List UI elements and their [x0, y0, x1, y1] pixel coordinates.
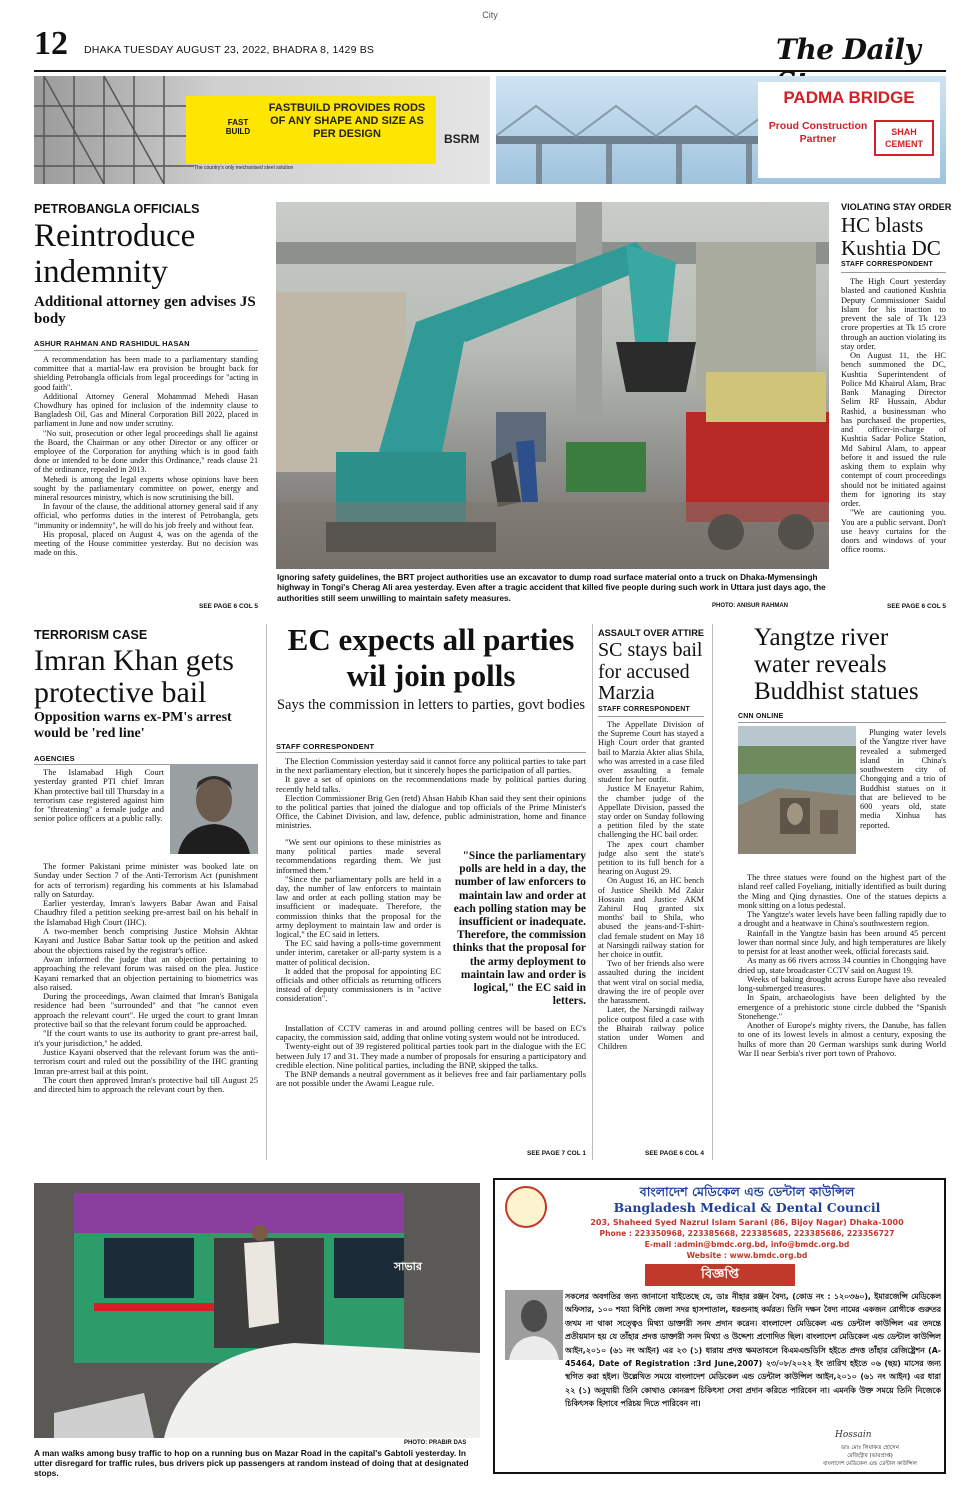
ec-rule [276, 752, 586, 753]
statues-scene [738, 726, 856, 854]
paragraph: The EC said having a polls-time government under interim, caretaker or all-party system is a matter of political decision. [276, 938, 441, 967]
shah-cement-logo: SHAH CEMENT [874, 120, 934, 156]
ec-byline: STAFF CORRESPONDENT [276, 742, 375, 751]
paragraph: Awan informed the judge that an objection pertaining to approaching the relevant forum was raised on the plea. Justice Kayani remarked that an objection pertaining to biometrics was also raised. [34, 953, 258, 992]
fastbuild-brand: FAST BUILD [225, 118, 251, 136]
padma-bridge-ad[interactable] [496, 76, 946, 184]
indemnity-rule [34, 350, 258, 351]
buddhist-statues-photo [738, 726, 856, 854]
yangtze-body [738, 873, 946, 1158]
paragraph: The Election Commission yesterday said it cannot force any political parties to take part in the next parliamentary election, but it sincerely hopes the participation of all parties. [276, 757, 586, 776]
bmdc-address: 203, Shaheed Syed Nazrul Islam Sarani (86, Bijoy Nagar) Dhaka-1000 [590, 1218, 904, 1227]
ec-pullquote: "Since the parliamentary polls are held in a day, the number of law enforcers to maintain law and order at each polling station may be insufficient or inadequate. Therefore, the commission thinks that the proposal for the army deployment to maintain law and order is logical," the EC said in letters. [452, 850, 586, 1008]
ec-subhead: Says the commission in letters to parties, govt bodies [276, 697, 586, 713]
bmdc-website: Website : www.bmdc.org.bd [686, 1251, 808, 1260]
imran-body-top [34, 768, 164, 862]
bridge-graphic [496, 76, 796, 184]
paragraph: A recommendation has been made to a parliamentary standing committee that a martial-law era provision be brought back for shielding Petrobangla officials from legal proceedings for "acting in good faith". [34, 355, 258, 392]
paragraph: On August 11, the HC bench summoned the DC, Kushtia Superintendent of Police Md Khairul Alam, Brac Bank Managing Director Selim RF Hussain, Abdur Rashid, a businessman who has purchased the properties, and officer-in-charge of Kushtia Sadar Police Station, Md Sabirul Alam, to appear before it and issued the rule asking them to explain why contempt of court proceedings should not be initiated against them for ignoring its stay order. [841, 351, 946, 508]
column-divider [712, 624, 713, 1160]
yangtze-headline: Yangtze river water reveals Buddhist statues [754, 624, 919, 705]
marzia-rule [598, 716, 704, 717]
indemnity-subhead: Additional attorney gen advises JS body [34, 294, 256, 327]
doctor-photo [505, 1290, 563, 1360]
bsrm-tagline: The country's only mechanised steel solution [194, 165, 294, 171]
masthead-rule [34, 70, 946, 72]
excavator-photo [276, 202, 829, 569]
portrait-graphic [170, 764, 258, 854]
column-divider [266, 624, 267, 1160]
paragraph: The BNP demands a neutral government as it believes free and fair parliamentary polls are not possible under the Awami League rule. [276, 1069, 586, 1089]
paragraph: The Appellate Division of the Supreme Court has stayed a High Court order that granted bail to Marzia Akter alias Shila, who was arrested in a case filed over assaulting a female student for her outfit. [598, 720, 704, 785]
indemnity-headline: Reintroduce indemnity [34, 218, 196, 290]
indemnity-see-page[interactable]: SEE PAGE 6 COL 5 [198, 603, 258, 610]
page-number: 12 [34, 25, 68, 62]
paragraph: The Yangtze's water levels have been falling rapidly due to a drought and a heatwave in China's southwestern region. [738, 910, 946, 929]
paragraph: The former Pakistani prime minister was booked late on Sunday under Section 7 of the Anti-Terrorism Act (punishment for acts of terrorism) regarding his comments at his Islamabad rally on Saturday. [34, 862, 258, 899]
kushtia-byline: STAFF CORRESPONDENT [841, 261, 933, 268]
main-photo-credit: PHOTO: ANISUR RAHMAN [712, 603, 788, 609]
signature: Hossain [835, 1430, 872, 1440]
paragraph: The apex court chamber judge also sent the state's petition to its full bench for a hearing on August 29. [598, 839, 704, 877]
paragraph: "No suit, prosecution or other legal proceedings shall lie against the Board, the Chairman or any other Director or any officer or employee of the Corporation for anything which is in good faith done or intended to be done under this Ordinance," reads clause 21 of the ordinance, repealed in 2013. [34, 428, 258, 475]
bsrm-company: BSRM [444, 132, 480, 146]
bmdc-title-bn: বাংলাদেশ মেডিকেল এন্ড ডেন্টাল কাউন্সিল [639, 1184, 855, 1199]
paragraph: Two of her friends also were assaulted during the incident that went viral on social media, drawing the ire of people over the harassment. [598, 959, 704, 1006]
bmdc-phone: Phone : 223350968, 223385668, 223385685, 223385686, 223356727 [599, 1229, 895, 1238]
indemnity-body [34, 355, 258, 605]
marzia-body [598, 720, 704, 1148]
bsrm-headline: FASTBUILD PROVIDES RODS OF ANY SHAPE AND SIZE AS PER DESIGN [268, 102, 426, 140]
imran-khan-photo [170, 764, 258, 854]
bus-photo-caption: A man walks among busy traffic to hop on a running bus on Mazar Road in the capital's Gabtoli yesterday. In utter disregard for traffic rules, bus drivers pick up passengers at random instead of doing that at designated stops. [34, 1448, 469, 1479]
paragraph: Plunging water levels of the Yangtze river have revealed a submerged island in China's southwestern city of Chongqing and a trio of Buddhist statues on it that are believed to be 600 years old, state media Xinhua has reported. [860, 728, 946, 830]
newspaper-logo: The Daily [776, 33, 921, 66]
notice-text: সকলের অবগতির জন্য জানানো যাইতেছে যে, ডাঃ নীহার রঞ্জন বৈদ্য, (কোড নং : ১২০৩৬০), ইমারজেন্সি মেডিকেল অফিসার, ১০০ শয্যা বিশিষ্ট জেলা সদর হাসপাতাল, ধরগুনাহ কর্মরত। তিনি দক্ষন বৈদ্য নামের একজন রোগীকে গুরুতর জখম না থাকা সত্ত্বেও মিথ্যা ডাক্তারী সনদ প্রদান করেন। বাংলাদেশ মেডিকেল এন্ড ডেন্টাল কাউন্সিল এর তদন্তে প্রতীয়মান হয় যে তাঁহার প্রদত্ত ডাক্তারী সনদ মিথ্যা ও উদ্দেশ্য প্রণোদিত ছিল। বাংলাদেশ মেডিকেল এন্ড ডেন্টাল কাউন্সিল আইন,২০১০ (৬১ নং আইন) এর ২৩ (১) ধারায় প্রদত্ত ক্ষমতাবলে বিএমএন্ডডিসি হইতে প্রদত্ত তাঁহার রেজিষ্ট্রেশন (A-45464, Date of Registration :3rd June,2007) ২৩/০৮/২০২২ ইং তারিখ হইতে ০৬ (ছয়) মাসের জন্য স্থগিত করা হইল। উল্লেখিত সময়ে বাংলাদেশ মেডিকেল এন্ড ডেন্টাল কাউন্সিল আইন,২০১০ (৬১ নং আইন) এর ধারা ২২ (১) অনুযায়ী তিনি কোথাও কোনরূপ চিকিৎসা সেবা প্রদান করিতে পারিবেন না। এমনকি উক্ত সময়ে তিনি নিজেকে চিকিৎসক হিসাবে পরিচয় দিতে পারিবেন না। [565, 1292, 941, 1409]
paragraph: "If the court wants to use its authority to grant pre-arrest bail, it's your jurisdiction," he added. [34, 1028, 258, 1048]
kushtia-kicker: VIOLATING STAY ORDER [841, 202, 952, 212]
ec-see-page[interactable]: SEE PAGE 7 COL 1 [526, 1150, 586, 1157]
kushtia-rule [841, 272, 946, 273]
yangtze-rule [738, 722, 946, 723]
imran-kicker: TERRORISM CASE [34, 628, 148, 642]
paragraph: In Spain, archaeologists have been delighted by the emergence of a prehistoric stone circle dubbed the "Spanish Stonehenge." [738, 993, 946, 1021]
paragraph: Rainfall in the Yangtze basin has been around 45 percent lower than normal since July, and high temperatures are likely to persist for at least another week, official forecasts said. [738, 928, 946, 956]
marzia-byline: STAFF CORRESPONDENT [598, 706, 690, 713]
marzia-headline: SC stays bail for accused Marzia [598, 639, 703, 704]
paragraph: Another of Europe's mighty rivers, the Danube, has fallen to one of its lowest levels in almost a century, exposing the hulks of more than 20 German warships sunk during World War II near Serbia's river port town of Prahovo. [738, 1021, 946, 1058]
signatory-org: বাংলাদেশ মেডিকেল এন্ড ডেন্টাল কাউন্সিল [823, 1461, 917, 1467]
bsrm-ad[interactable] [34, 76, 490, 184]
paragraph: Twenty-eight out of 39 registered political parties took part in the dialogue with the EC between July 17 and 31. They made a number of proposals for ensuring a participatory and credible election. Nine political parties, including the BNP, skipped the talks. [276, 1041, 586, 1070]
paragraph: It gave a set of opinions on the recommendations made by political parties during recently held talks. [276, 774, 586, 794]
paragraph: Weeks of baking drought across Europe have also revealed long-submerged treasures. [738, 974, 946, 993]
column-divider [592, 624, 593, 1160]
paragraph: A two-member bench comprising Justice Mohsin Akhtar Kayani and Justice Babar Sattar took up the petition and asked about the objections raised by the registrar's office. [34, 926, 258, 955]
kushtia-body [841, 277, 946, 599]
imran-headline: Imran Khan gets protective bail [34, 644, 234, 709]
bmdc-title-en: Bangladesh Medical & Dental Council [613, 1200, 881, 1215]
paragraph: It added that the proposal for appointing EC officials and other officials as returning officers instead of deputy commissioners is in "active consideration". [276, 965, 441, 1004]
section-label: City [482, 10, 498, 20]
marzia-see-page[interactable]: SEE PAGE 6 COL 4 [644, 1150, 704, 1157]
ec-headline: EC expects all parties wil join polls [287, 622, 575, 693]
doctor-portrait [505, 1290, 563, 1360]
signatory-title: রেজিস্ট্রার (ভারপ্রাপ্ত) [847, 1453, 893, 1459]
imran-body [34, 862, 258, 1162]
paragraph: Election Commissioner Brig Gen (retd) Ahsan Habib Khan said they sent their opinions to the political parties that joined the dialogue and top officials of the Prime Minister's Office, the Cabinet Division, and law, defence, public administration, home and finance ministries. [276, 792, 586, 831]
bus-photo [34, 1183, 480, 1438]
ec-body-top [276, 757, 586, 838]
indemnity-byline: ASHUR RAHMAN AND RASHIDUL HASAN [34, 339, 190, 348]
dateline: DHAKA TUESDAY AUGUST 23, 2022, BHADRA 8, 1429 BS [84, 44, 375, 56]
notice-title: বিজ্ঞপ্তি [645, 1264, 795, 1286]
main-photo-caption: Ignoring safety guidelines, the BRT project authorities use an excavator to dump road surface material onto a truck on Dhaka-Mymensingh highway in Tongi's Cherag Ali area yesterday. Even after a tragic accident that killed five people during such work in Uttara just days ago, the authorities still seem unwilling to maintain safety measures. [277, 573, 826, 603]
yangtze-byline: CNN ONLINE [738, 713, 784, 720]
paragraph: The court then approved Imran's protective bail till August 25 and directed him to approach the relevant court by then. [34, 1074, 258, 1095]
imran-subhead: Opposition warns ex-PM's arrest would be 'red line' [34, 710, 232, 741]
padma-headline: PADMA BRIDGE [783, 88, 915, 107]
paragraph: In favour of the clause, the additional attorney general said if any official, who performs duties in the interest of Petrobangla, gets "immunity or indemnity", he will do his job freely and without fear. [34, 502, 258, 530]
paragraph: Additional Attorney General Mohammad Mehedi Hasan Chowdhury has opined for inclusion of the indemnity clause to Bangladesh Oil, Gas and Mineral Corporation Bill 2022, placed in parliament in June and now under scrutiny. [34, 391, 258, 429]
ec-body-mid [276, 838, 441, 1022]
padma-sub: Proud Construction Partner [768, 120, 868, 145]
paragraph: Justice Kayani observed that the relevant forum was the anti-terrorism court and ruled out the possibility of the IHC granting Imran pre-arrest bail at this point. [34, 1046, 258, 1076]
indemnity-kicker: PETROBANGLA OFFICIALS [34, 202, 200, 216]
paragraph: As many as 66 rivers across 34 counties in Chongqing have dried up, state broadcaster CCTV said on August 19. [738, 956, 946, 975]
marzia-kicker: ASSAULT OVER ATTIRE [598, 628, 704, 638]
yangtze-body-top [860, 728, 946, 872]
paragraph: Justice M Enayetur Rahim, the chamber judge of the Appellate Division, passed the stay order on Sunday following a petition filed by the state challenging the HC bail order. [598, 784, 704, 840]
paragraph: The High Court yesterday blasted and cautioned Kushtia Deputy Commissioner Saidul Islam for his inaction to prevent the sale of Tk 123 crore properties at Tk 15 crore through an auction violating its stay order. [841, 277, 946, 351]
bmdc-seal-icon [505, 1186, 547, 1228]
kushtia-see-page[interactable]: SEE PAGE 6 COL 5 [886, 603, 946, 610]
paragraph: "We sent our opinions to these ministries as many political parties made several recommendations regarding them. We just informed them." [276, 838, 441, 875]
paragraph: The Islamabad High Court yesterday granted PTI chief Imran Khan protective bail till Thursday in a terrorism case registered against him for "threatening" a female judge and senior police officers at a public rally. [34, 768, 164, 824]
signatory-block [795, 1444, 945, 1468]
paragraph: "We are cautioning you. You are a public servant. Don't use heavy curtains for the doors and windows of your office rooms. [841, 508, 946, 555]
paragraph: His proposal, placed on August 4, was on the agenda of the meeting of the House committee yesterday. But no decision was made on this. [34, 529, 258, 558]
bmdc-email: E-mail :admin@bmdc.org.bd, info@bmdc.org.bd [644, 1240, 850, 1249]
bus-scene [34, 1183, 480, 1438]
excavator-scene [276, 202, 829, 569]
paragraph: On August 16, an HC bench of Justice Sheikh Md Zakir Hossain and Justice AKM Zahirul Huq granted six months' bail to Shila, who abused the jeans-and-T-shirt-clad female student on May 18 at Narsingdi railway station for her choice in outfit. [598, 876, 704, 960]
bus-destination-sign: সাভার [394, 1260, 422, 1273]
paragraph: "Since the parliamentary polls are held in a day, the number of law enforcers to maintain law and order at each polling station may be insufficient or inadequate. Therefore, the commission thinks that the proposal for the army deployment to maintain law and order is logical," the EC said in letters. [276, 873, 441, 940]
paragraph: Later, the Narsingdi railway police outpost filed a case with the Bhairab railway police station under Women and Children [598, 1005, 704, 1052]
bmdc-notice [493, 1178, 946, 1474]
kushtia-headline: HC blasts Kushtia DC [841, 213, 941, 260]
bus-photo-credit: PHOTO: PRABIR DAS [404, 1440, 467, 1446]
paragraph: Installation of CCTV cameras in and around polling centres will be based on EC's capacity, the commission said, adding that online voting system would not be introduced. [276, 1024, 586, 1043]
imran-byline: AGENCIES [34, 754, 75, 763]
paragraph: Earlier yesterday, Imran's lawyers Babar Awan and Faisal Chaudhry filed a petition seeking pre-arrest bail on his behalf in the Islamabad High Court (IHC). [34, 898, 258, 927]
ec-body-bottom [276, 1024, 586, 1148]
paragraph: The three statues were found on the highest part of the island reef called Foyeliang, initially identified as built during the Ming and Qing dynasties. One of the statues depicts a monk sitting on a lotus pedestal. [738, 873, 946, 910]
paragraph: Mehedi is among the legal experts whose opinions have been sought by the parliamentary committee on power, energy and mineral resources ministry, which is now scrutinising the bill. [34, 474, 258, 503]
paragraph: During the proceedings, Awan claimed that Imran's Banigala residence had been "surrounded" and that "he cannot even approach the relevant court". He urged the court to grant Imran protective bail so that the relevant forum could be approached. [34, 991, 258, 1030]
signatory-name: ডাঃ মোঃ লিয়াকত হোসেন [841, 1445, 899, 1451]
